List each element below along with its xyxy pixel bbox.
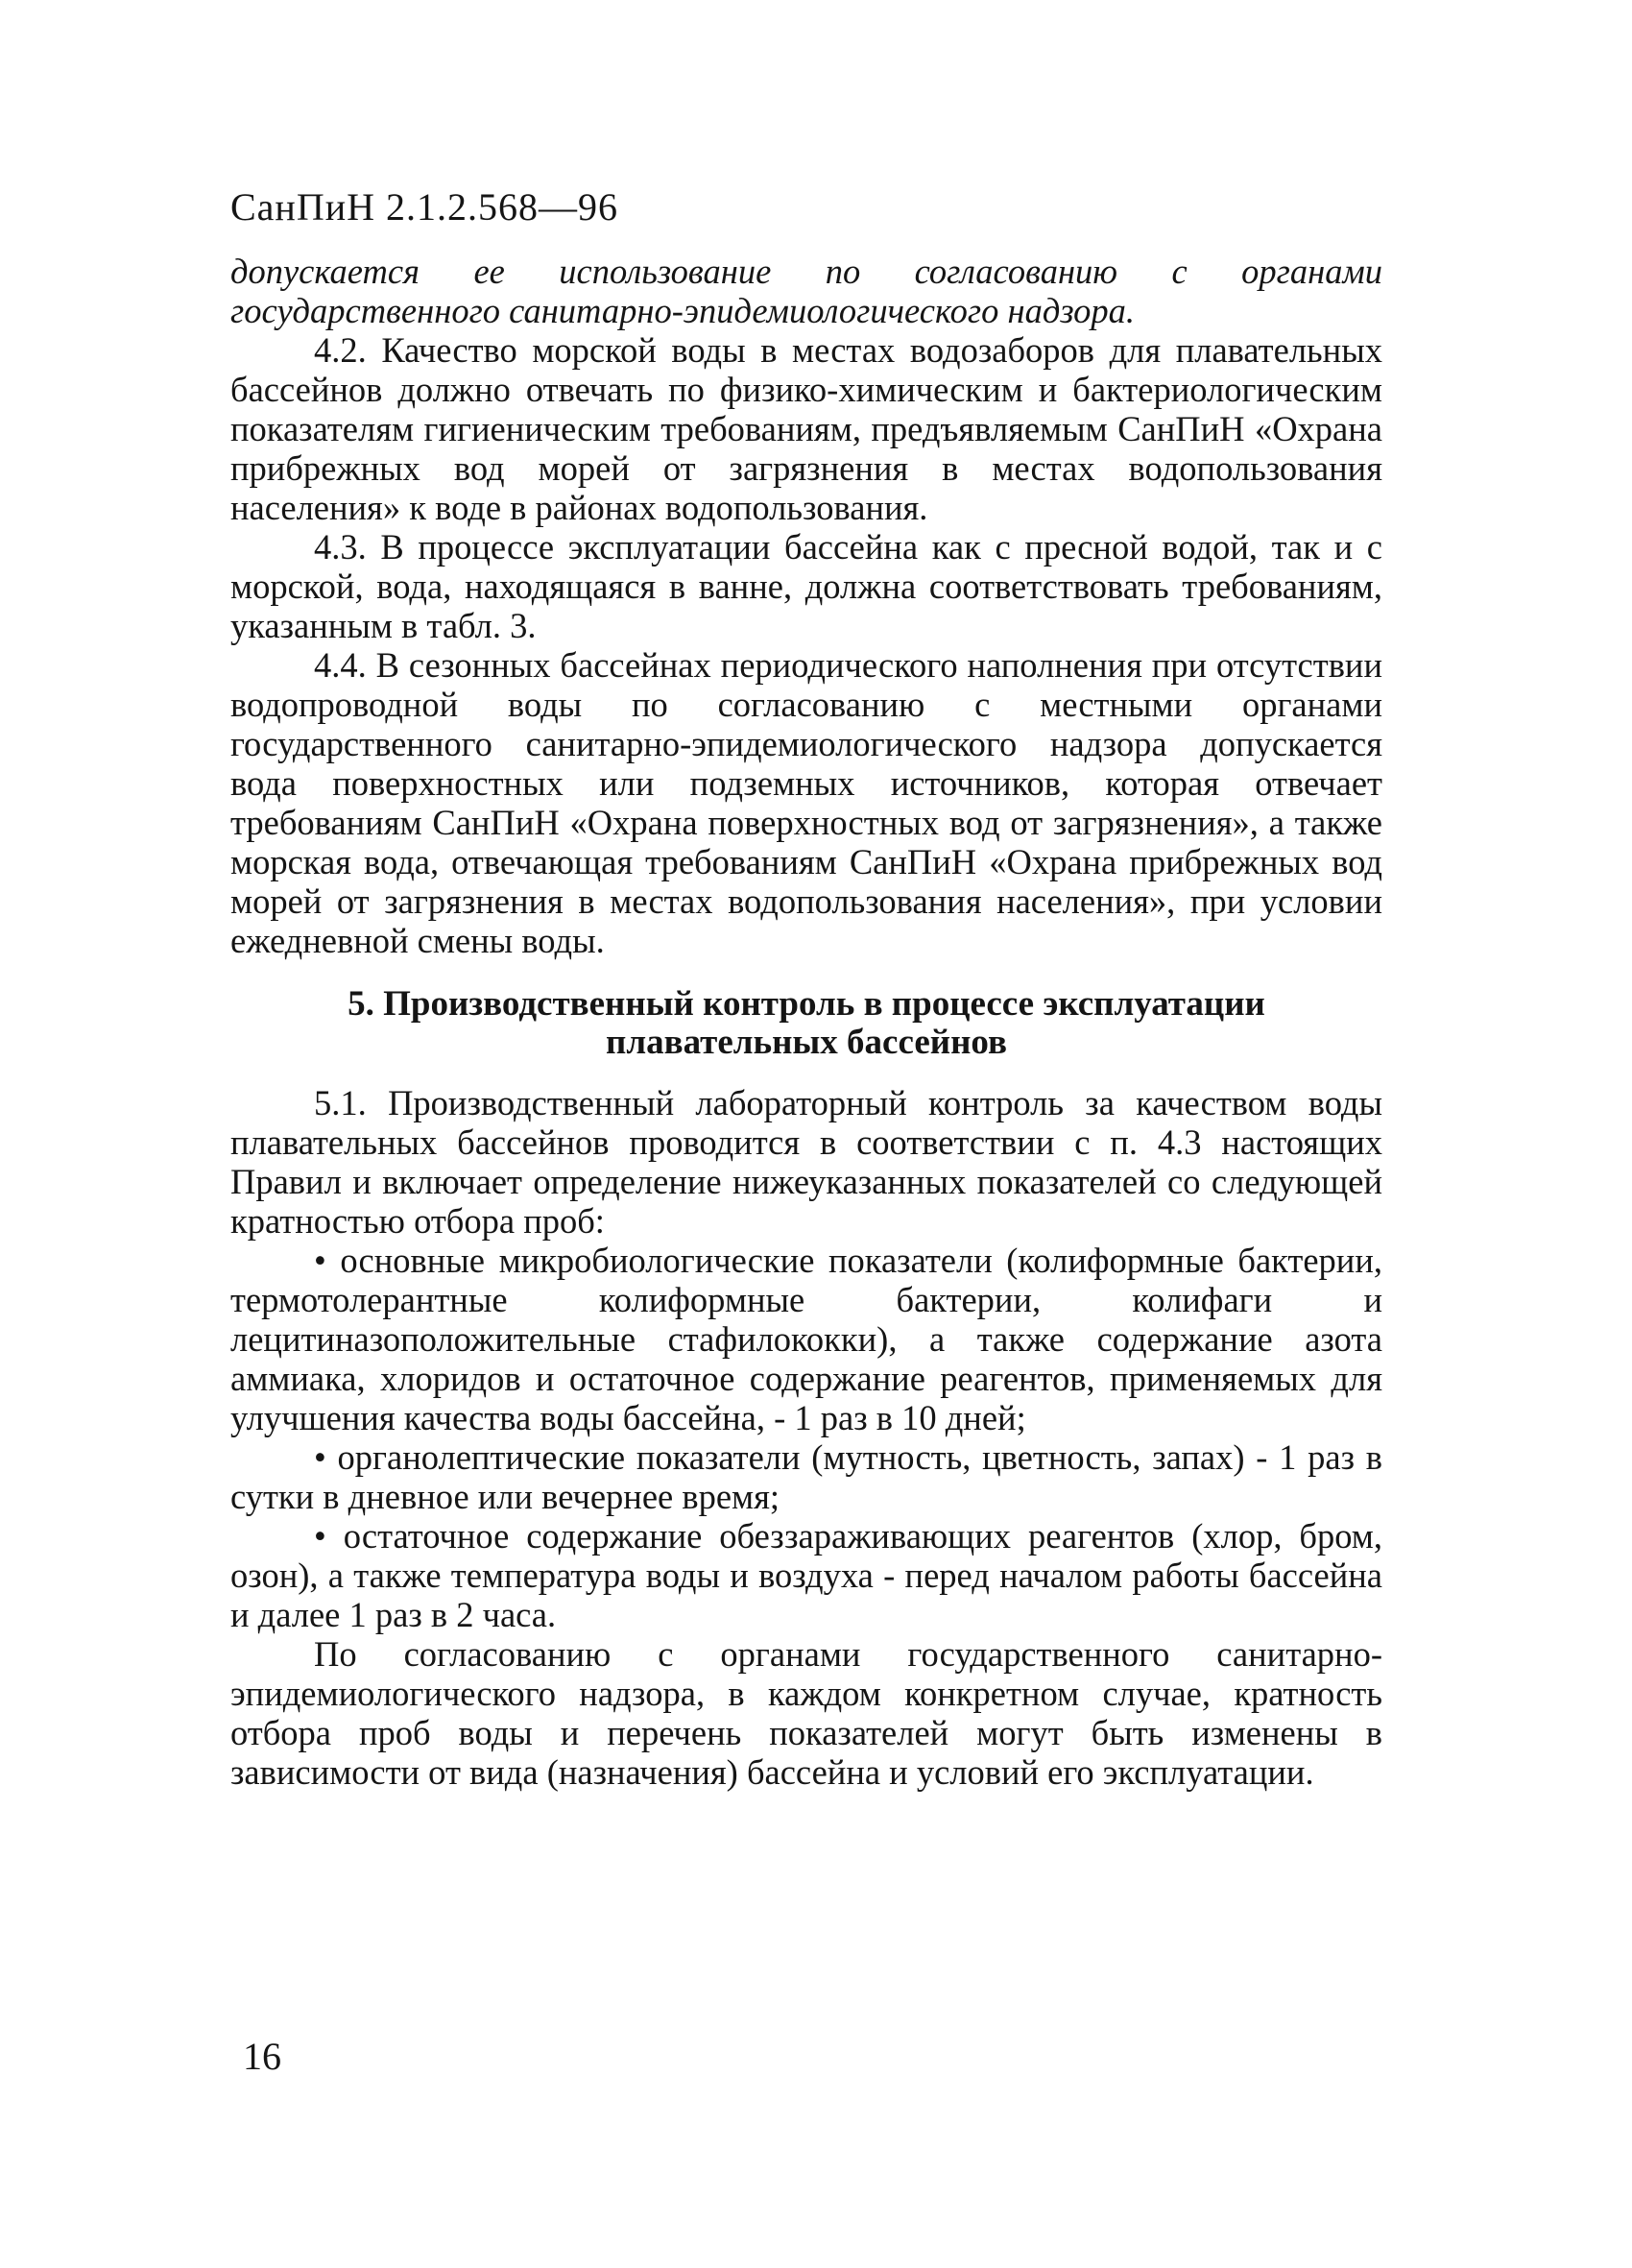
bullet-microbiological: • основные микробиологические показатели (колиформные бактерии, термотолерантные колиформные бактерии, колифаги и лецитиназоположительные стафилококки), а также содержание азота аммиака, хлоридов и остаточное содержание реагентов, применяемых для улучшения качества воды бассейна, - 1 раз в 10 дней;	[230, 1241, 1382, 1437]
paragraph-4-3: 4.3. В процессе эксплуатации бассейна как с пресной водой, так и с морской, вода, находящаяся в ванне, должна соответствовать требованиям, указанным в табл. 3.	[230, 527, 1382, 645]
paragraph-4-2: 4.2. Качество морской воды в местах водозаборов для плавательных бассейнов должно отвечать по физико-химическим и бактериологическим показателям гигиеническим требованиям, предъявляемым СанПиН «Охрана прибрежных вод морей от загрязнения в местах водопользования населения» к воде в районах водопользования.	[230, 330, 1382, 527]
page-number: 16	[243, 2035, 281, 2078]
section-5-heading-line-1: 5. Производственный контроль в процессе эксплуатации	[348, 984, 1265, 1024]
section-5-heading-line-2: плавательных бассейнов	[606, 1023, 1007, 1062]
paragraph-5-1: 5.1. Производственный лабораторный контроль за качеством воды плавательных бассейнов проводится в соответствии с п. 4.3 настоящих Правил и включает определение нижеуказанных показателей со следующей кратностью отбора проб:	[230, 1083, 1382, 1241]
document-code-header: СанПиН 2.1.2.568—96	[230, 185, 619, 229]
paragraph-4-4: 4.4. В сезонных бассейнах периодического наполнения при отсутствии водопроводной воды по согласованию с местными органами государственного санитарно-эпидемиологического надзора допускается вода поверхностных или подземных источников, которая отвечает требованиям СанПиН «Охрана поверхностных вод от загрязнения», а также морская вода, отвечающая требованиям СанПиН «Охрана прибрежных вод морей от загрязнения в местах водопользования населения», при условии ежедневной смены воды.	[230, 645, 1382, 960]
bullet-organoleptic: • органолептические показатели (мутность, цветность, запах) - 1 раз в сутки в дневное или вечернее время;	[230, 1437, 1382, 1516]
bullet-residual-reagents: • остаточное содержание обеззараживающих реагентов (хлор, бром, озон), а также температура воды и воздуха - перед началом работы бассейна и далее 1 раз в 2 часа.	[230, 1516, 1382, 1634]
continuation-paragraph: допускается ее использование по согласованию с органами государственного санитарно-эпидемиологического надзора.	[230, 252, 1382, 330]
section-5-heading	[230, 985, 1382, 1062]
page-body	[230, 252, 1382, 1792]
closing-paragraph: По согласованию с органами государственного санитарно-эпидемиологического надзора, в каждом конкретном случае, кратность отбора проб воды и перечень показателей могут быть изменены в зависимости от вида (назначения) бассейна и условий его эксплуатации.	[230, 1634, 1382, 1792]
